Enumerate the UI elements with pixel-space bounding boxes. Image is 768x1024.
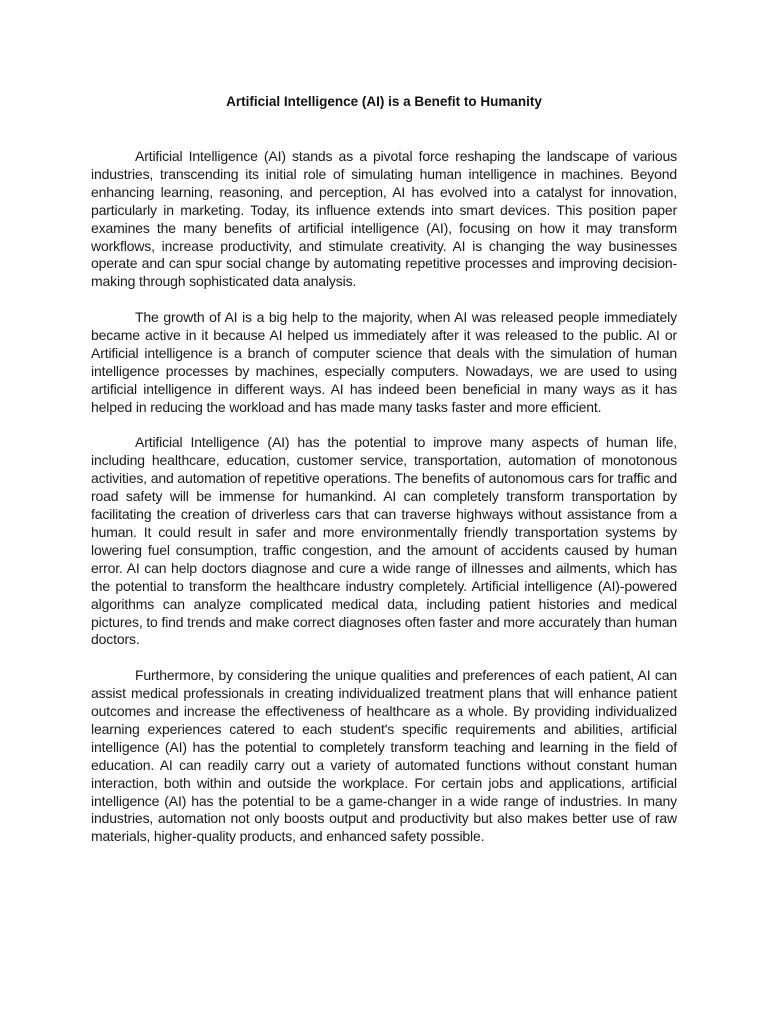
paragraph-4: Furthermore, by considering the unique qualities and preferences of each patient, AI can assist medical professionals in creating individualized treatment plans that will enhance patient outcomes and increase the effectiveness of healthcare as a whole. By providing individualized learning experiences catered to each student's specific requirements and abilities, artificial intelligence (AI) has the potential to completely transform teaching and learning in the field of education. AI can readily carry out a variety of automated functions without constant human interaction, both within and outside the workplace. For certain jobs and applications, artificial intelligence (AI) has the potential to be a game-changer in a wide range of industries. In many industries, automation not only boosts output and productivity but also makes better use of raw materials, higher-quality products, and enhanced safety possible.: [91, 667, 677, 845]
paragraph-2: The growth of AI is a big help to the majority, when AI was released people immediately became active in it because AI helped us immediately after it was released to the public. AI or Artificial intelligence is a branch of computer science that deals with the simulation of human intelligence processes by machines, especially computers. Nowadays, we are used to using artificial intelligence in different ways. AI has indeed been beneficial in many ways as it has helped in reducing the workload and has made many tasks faster and more efficient.: [91, 309, 677, 415]
document-title: Artificial Intelligence (AI) is a Benefit to Humanity: [226, 94, 542, 109]
paragraph-1: Artificial Intelligence (AI) stands as a pivotal force reshaping the landscape of various industries, transcending its initial role of simulating human intelligence in machines. Beyond enhancing learning, reasoning, and perception, AI has evolved into a catalyst for innovation, particularly in marketing. Today, its influence extends into smart devices. This position paper examines the many benefits of artificial intelligence (AI), focusing on how it may transform workflows, increase productivity, and stimulate creativity. AI is changing the way businesses operate and can spur social change by automating repetitive processes and improving decision-making through sophisticated data analysis.: [91, 148, 677, 290]
paragraph-3: Artificial Intelligence (AI) has the potential to improve many aspects of human life, including healthcare, education, customer service, transportation, automation of monotonous activities, and automation of repetitive operations. The benefits of autonomous cars for traffic and road safety will be immense for humankind. AI can completely transform transportation by facilitating the creation of driverless cars that can traverse highways without assistance from a human. It could result in safer and more environmentally friendly transportation systems by lowering fuel consumption, traffic congestion, and the amount of accidents caused by human error. AI can help doctors diagnose and cure a wide range of illnesses and ailments, which has the potential to transform the healthcare industry completely. Artificial intelligence (AI)-powered algorithms can analyze complicated medical data, including patient histories and medical pictures, to find trends and make correct diagnoses often faster and more accurately than human doctors.: [91, 434, 677, 648]
document-body: [91, 148, 677, 864]
